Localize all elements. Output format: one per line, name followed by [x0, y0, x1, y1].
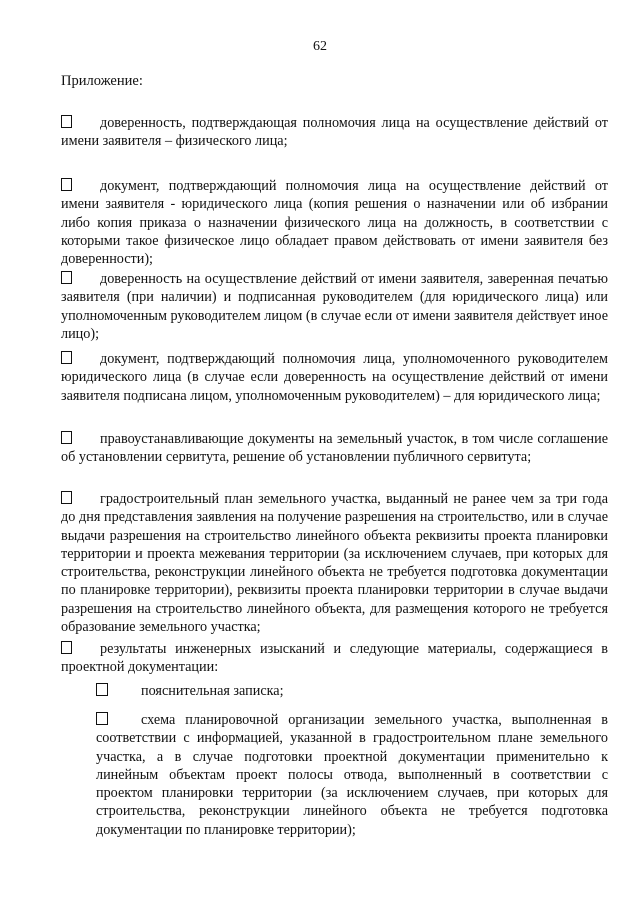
list-item-text: документ, подтверждающий полномочия лица на осуществление действий от имени заявителя - юридического лица (копия решения о назначении или об избрании либо копия приказа о назначении физического лица на должность, в соответствии с которыми такое физическое лицо обладает правом действовать от имени заявителя без доверенности);	[61, 178, 608, 268]
list-item-text: градостроительный план земельного участка, выданный не ранее чем за три года до дня представления заявления на получение разрешения на строительство, или в случае выдачи разрешения на строительство линейного объекта реквизиты проекта планировки территории и проекта межевания территории (за исключением случаев, при которых для строительства, реконструкции линейного объекта не требуется подготовка документации по планировке территории), реквизиты проекта планировки территории в случае выдачи разрешения на строительство линейного объекта, для размещения которого не требуется образование земельного участка;	[61, 491, 608, 636]
list-item-text: доверенность, подтверждающая полномочия лица на осуществление действий от имени заявителя – физического лица;	[61, 115, 608, 150]
checkbox[interactable]	[61, 351, 72, 364]
list-item	[61, 490, 608, 636]
checkbox[interactable]	[61, 641, 72, 654]
sub-list-item	[96, 682, 608, 700]
list-item	[61, 177, 608, 268]
list-item-text: доверенность на осуществление действий от имени заявителя, заверенная печатью заявителя (при наличии) и подписанная руководителем (для юридического лица) или уполномоченным руководителем лицом (в случае если от имени заявителя действует иное лицо);	[61, 271, 608, 342]
list-item	[61, 114, 608, 151]
list-item-text: пояснительная записка;	[141, 683, 284, 699]
checkbox[interactable]	[61, 431, 72, 444]
list-item-text: схема планировочной организации земельного участка, выполненная в соответствии с информацией, указанной в градостроительном плане земельного участка, а в случае подготовки проектной документации применительно к линейным объектам проект полосы отвода, выполненный в соответствии с проектом планировки территории (за исключением случаев, при которых для строительства, реконструкции линейного объекта не требуется подготовка документации по планировке территории);	[96, 712, 608, 838]
checkbox[interactable]	[96, 683, 108, 696]
checkbox[interactable]	[96, 712, 108, 725]
attachment-heading: Приложение:	[61, 73, 143, 89]
checkbox[interactable]	[61, 178, 72, 191]
list-item	[61, 350, 608, 405]
checkbox[interactable]	[61, 491, 72, 504]
list-item-text: результаты инженерных изысканий и следующие материалы, содержащиеся в проектной документации:	[61, 641, 608, 676]
page-number: 62	[313, 39, 327, 54]
sub-list-item	[96, 711, 608, 839]
list-item-text: правоустанавливающие документы на земельный участок, в том числе соглашение об установлении сервитута, решение об установлении публичного сервитута;	[61, 431, 608, 466]
list-item	[61, 270, 608, 343]
checkbox[interactable]	[61, 271, 72, 284]
list-item	[61, 640, 608, 677]
list-item	[61, 430, 608, 467]
checkbox[interactable]	[61, 115, 72, 128]
list-item-text: документ, подтверждающий полномочия лица, уполномоченного руководителем юридического лица (в случае если доверенность на осуществление действий от имени заявителя подписана лицом, уполномоченным руководителем) – для юридического лица;	[61, 351, 608, 404]
